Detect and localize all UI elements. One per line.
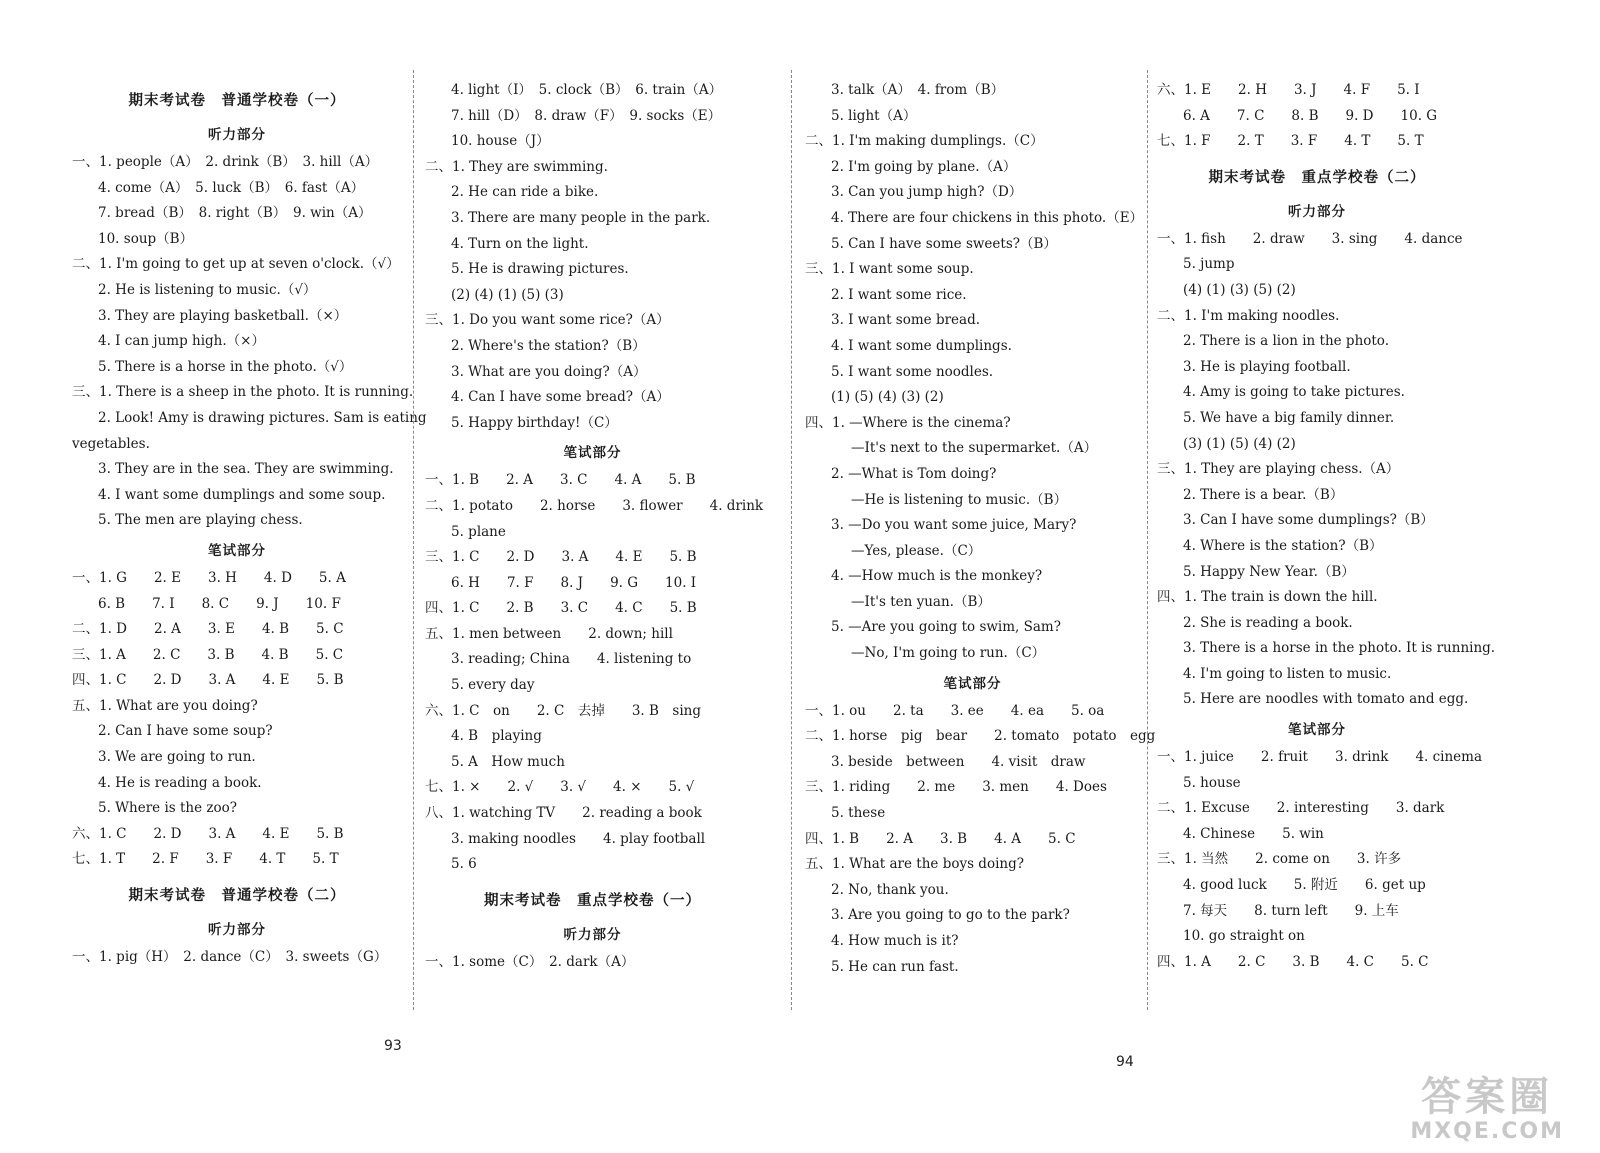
column-2 [425, 78, 764, 975]
answer-line: 4. Amy is going to take pictures. [1183, 384, 1405, 401]
subsection-title: 笔试部分 [1288, 722, 1346, 739]
answer-line: 5. The men are playing chess. [98, 512, 303, 529]
answer-line: 5. He is drawing pictures. [451, 261, 629, 278]
answer-line: 四、1. —Where is the cinema? [805, 414, 1011, 431]
column-divider [1147, 70, 1148, 1010]
answer-line: vegetables. [72, 435, 150, 452]
answer-line: 4. I can jump high.（×） [98, 333, 265, 350]
answer-line: 2. She is reading a book. [1183, 614, 1353, 631]
answer-line: 6. H 7. F 8. J 9. G 10. I [451, 574, 697, 591]
answer-line: 4. He is reading a book. [98, 774, 262, 791]
section-title: 期末考试卷 普通学校卷（二） [128, 888, 346, 905]
answer-line: 四、1. A 2. C 3. B 4. C 5. C [1157, 953, 1429, 970]
subsection-title: 听力部分 [208, 127, 266, 143]
answer-line: 5. plane [451, 523, 506, 540]
answer-line: 4. B playing [451, 728, 542, 745]
answer-line: 10. house（J） [451, 133, 550, 150]
watermark-line1: 答案圈 [1421, 1074, 1554, 1120]
answer-line: 4. There are four chickens in this photo.（E） [831, 209, 1144, 226]
answer-line: 7. 每天 8. turn left 9. 上车 [1183, 902, 1399, 919]
answer-line: 3. They are in the sea. They are swimming. [98, 461, 394, 478]
answer-line: 5. We have a big family dinner. [1183, 409, 1395, 426]
answer-line: 5. I want some noodles. [831, 363, 994, 380]
answer-line: 四、1. C 2. B 3. C 4. C 5. B [425, 600, 697, 617]
answer-line: 5. these [831, 805, 886, 822]
answer-line: 3. Are you going to go to the park? [831, 907, 1070, 924]
answer-line: —He is listening to music.（B） [851, 491, 1068, 508]
answer-line: 5. Happy birthday!（C） [451, 414, 618, 431]
answer-line: 4. How much is it? [831, 933, 959, 949]
answer-line: 3. —Do you want some juice, Mary? [831, 517, 1077, 534]
section-title: 期末考试卷 重点学校卷（一） [484, 892, 701, 909]
answer-line: 三、1. They are playing chess.（A） [1157, 461, 1400, 478]
answer-line: 3. Can I have some dumplings?（B） [1183, 512, 1434, 529]
subsection-title: 听力部分 [1288, 203, 1346, 220]
answer-line: 五、1. What are you doing? [72, 697, 258, 714]
page-number-right: 94 [1116, 1054, 1134, 1070]
answer-line: 6. B 7. I 8. C 9. J 10. F [98, 595, 341, 612]
answer-line: 3. beside between 4. visit draw [831, 753, 1086, 770]
answer-line: 六、1. E 2. H 3. J 4. F 5. I [1157, 82, 1420, 98]
answer-line: 5. light（A） [831, 107, 917, 124]
answer-line: 5. Here are noodles with tomato and egg. [1183, 691, 1469, 708]
watermark-logo [1410, 1074, 1564, 1144]
answer-line: 2. There is a bear.（B） [1183, 486, 1344, 503]
answer-line: 4. Turn on the light. [451, 235, 589, 252]
subsection-title: 笔试部分 [943, 675, 1002, 692]
answer-line: 4. —How much is the monkey? [831, 568, 1043, 585]
answer-line: 5. every day [451, 677, 535, 694]
answer-line: 2. He can ride a bike. [451, 184, 599, 201]
answer-line: 六、1. C on 2. C 去掉 3. B sing [425, 702, 701, 719]
subsection-title: 听力部分 [208, 922, 266, 939]
answer-line: 2. Where's the station?（B） [451, 337, 646, 354]
answer-line: 三、1. There is a sheep in the photo. It is running. [72, 384, 414, 401]
answer-line: 5. Where is the zoo? [98, 800, 238, 817]
answer-line: 2. He is listening to music.（√） [98, 281, 317, 298]
answer-line: (4) (1) (3) (5) (2) [1183, 281, 1296, 298]
answer-line: 3. Can you jump high?（D） [831, 184, 1023, 201]
answer-line: 三、1. A 2. C 3. B 4. B 5. C [72, 646, 344, 663]
answer-line: 一、1. B 2. A 3. C 4. A 5. B [425, 472, 696, 489]
answer-line: 2. I'm going by plane.（A） [831, 158, 1017, 175]
answer-line: 5. Happy New Year.（B） [1183, 563, 1355, 580]
answer-line: (1) (5) (4) (3) (2) [831, 389, 944, 406]
answer-line: 5. 6 [451, 856, 477, 873]
answer-line: 3. reading; China 4. listening to [451, 651, 692, 668]
answer-line: —Yes, please.（C） [851, 542, 982, 559]
answer-line: 3. There is a horse in the photo. It is running. [1183, 640, 1496, 657]
watermark-line2: MXQE.COM [1410, 1119, 1564, 1144]
answer-line: 一、1. juice 2. fruit 3. drink 4. cinema [1157, 749, 1483, 766]
answer-line: —It's ten yuan.（B） [851, 593, 991, 610]
answer-line: —No, I'm going to run.（C） [851, 645, 1046, 662]
answer-line: 4. come（A） 5. luck（B） 6. fast（A） [98, 179, 365, 196]
answer-line: 5. There is a horse in the photo.（√） [98, 358, 353, 375]
column-divider [413, 70, 414, 1010]
answer-line: 2. No, thank you. [831, 881, 949, 898]
answer-line: 5. jump [1183, 256, 1235, 273]
answer-line: 七、1. × 2. √ 3. √ 4. × 5. √ [425, 779, 695, 796]
answer-line: 一、1. G 2. E 3. H 4. D 5. A [72, 569, 346, 586]
answer-line: 10. soup（B） [98, 230, 194, 247]
answer-line: 五、1. What are the boys doing? [805, 856, 1024, 873]
answer-line: 七、1. F 2. T 3. F 4. T 5. T [1157, 133, 1424, 150]
answer-line: 3. We are going to run. [98, 749, 256, 766]
answer-line: 五、1. men between 2. down; hill [425, 625, 673, 642]
answer-line: 七、1. T 2. F 3. F 4. T 5. T [72, 851, 339, 868]
answer-line: 3. What are you doing?（A） [451, 363, 647, 380]
answer-line: 2. Can I have some soup? [98, 723, 273, 740]
answer-line: 二、1. I'm going to get up at seven o'clock.（√） [72, 256, 400, 273]
answer-line: 六、1. C 2. D 3. A 4. E 5. B [72, 825, 344, 842]
answer-line: 2. I want some rice. [831, 286, 967, 303]
answer-line: 八、1. watching TV 2. reading a book [425, 805, 702, 822]
answer-line: 一、1. ou 2. ta 3. ee 4. ea 5. oa [805, 702, 1105, 719]
answer-line: 2. There is a lion in the photo. [1183, 333, 1389, 350]
answer-line: 6. A 7. C 8. B 9. D 10. G [1183, 107, 1438, 124]
page-number-left: 93 [384, 1038, 402, 1054]
answer-line: 三、1. Do you want some rice?（A） [425, 312, 670, 329]
subsection-title: 笔试部分 [208, 542, 266, 559]
answer-line: 二、1. I'm making noodles. [1157, 307, 1340, 324]
answer-line: (2) (4) (1) (5) (3) [451, 286, 564, 303]
answer-line: 二、1. They are swimming. [425, 158, 608, 175]
answer-line: 一、1. pig（H） 2. dance（C） 3. sweets（G） [72, 949, 388, 966]
column-4 [1157, 78, 1496, 975]
answer-line: 5. A How much [451, 753, 565, 770]
answer-line: 三、1. I want some soup. [805, 261, 974, 278]
answer-line: 4. I want some dumplings and some soup. [98, 486, 386, 503]
answer-line: 7. hill（D） 8. draw（F） 9. socks（E） [451, 107, 722, 124]
answer-line: 4. I'm going to listen to music. [1183, 665, 1392, 682]
answer-line: 5. Can I have some sweets?（B） [831, 235, 1057, 252]
section-title: 期末考试卷 重点学校卷（二） [1208, 169, 1426, 186]
answer-line: 二、1. horse pig bear 2. tomato potato egg [805, 728, 1156, 745]
answer-line: 2. Look! Amy is drawing pictures. Sam is eating [98, 409, 427, 426]
answer-line: 二、1. D 2. A 3. E 4. B 5. C [72, 621, 344, 638]
answer-line: 二、1. Excuse 2. interesting 3. dark [1157, 800, 1445, 817]
subsection-title: 听力部分 [563, 926, 622, 943]
answer-line: 四、1. C 2. D 3. A 4. E 5. B [72, 672, 344, 689]
answer-line: 三、1. 当然 2. come on 3. 许多 [1157, 851, 1402, 868]
column-3 [805, 78, 1156, 980]
answer-line: 4. light（I） 5. clock（B） 6. train（A） [451, 82, 723, 98]
answer-line: 一、1. people（A） 2. drink（B） 3. hill（A） [72, 154, 379, 170]
answer-line: 一、1. some（C） 2. dark（A） [425, 953, 635, 970]
answer-line: 3. making noodles 4. play football [451, 830, 706, 847]
answer-line: —It's next to the supermarket.（A） [851, 440, 1098, 457]
answer-line: 3. I want some bread. [831, 312, 981, 329]
answer-line: (3) (1) (5) (4) (2) [1183, 435, 1296, 452]
answer-line: 三、1. C 2. D 3. A 4. E 5. B [425, 549, 697, 566]
subsection-title: 笔试部分 [563, 445, 622, 462]
answer-line: 5. He can run fast. [831, 958, 959, 975]
answer-line: 4. Where is the station?（B） [1183, 537, 1383, 554]
answer-line: 3. talk（A） 4. from（B） [831, 82, 1005, 98]
column-1 [72, 78, 427, 971]
answer-line: 5. —Are you going to swim, Sam? [831, 619, 1061, 636]
answer-line: 3. There are many people in the park. [451, 209, 711, 226]
answer-line: 4. I want some dumplings. [831, 337, 1012, 354]
answer-line: 二、1. potato 2. horse 3. flower 4. drink [425, 497, 764, 514]
answer-line: 四、1. B 2. A 3. B 4. A 5. C [805, 830, 1076, 847]
answer-line: 4. good luck 5. 附近 6. get up [1183, 877, 1426, 894]
answer-line: 3. He is playing football. [1183, 358, 1351, 375]
answer-line: 10. go straight on [1183, 928, 1305, 945]
answer-line: 7. bread（B） 8. right（B） 9. win（A） [98, 205, 372, 222]
answer-line: 一、1. fish 2. draw 3. sing 4. dance [1157, 230, 1463, 247]
answer-line: 4. Can I have some bread?（A） [451, 389, 670, 406]
answer-line: 5. house [1183, 774, 1241, 791]
answer-line: 2. —What is Tom doing? [831, 465, 997, 482]
answer-line: 四、1. The train is down the hill. [1157, 589, 1378, 606]
answer-line: 三、1. riding 2. me 3. men 4. Does [805, 779, 1107, 796]
answer-line: 4. Chinese 5. win [1183, 825, 1324, 842]
section-title: 期末考试卷 普通学校卷（一） [128, 93, 346, 109]
answer-line: 3. They are playing basketball.（×） [98, 307, 348, 324]
column-divider [791, 70, 792, 1010]
answer-line: 二、1. I'm making dumplings.（C） [805, 133, 1044, 150]
